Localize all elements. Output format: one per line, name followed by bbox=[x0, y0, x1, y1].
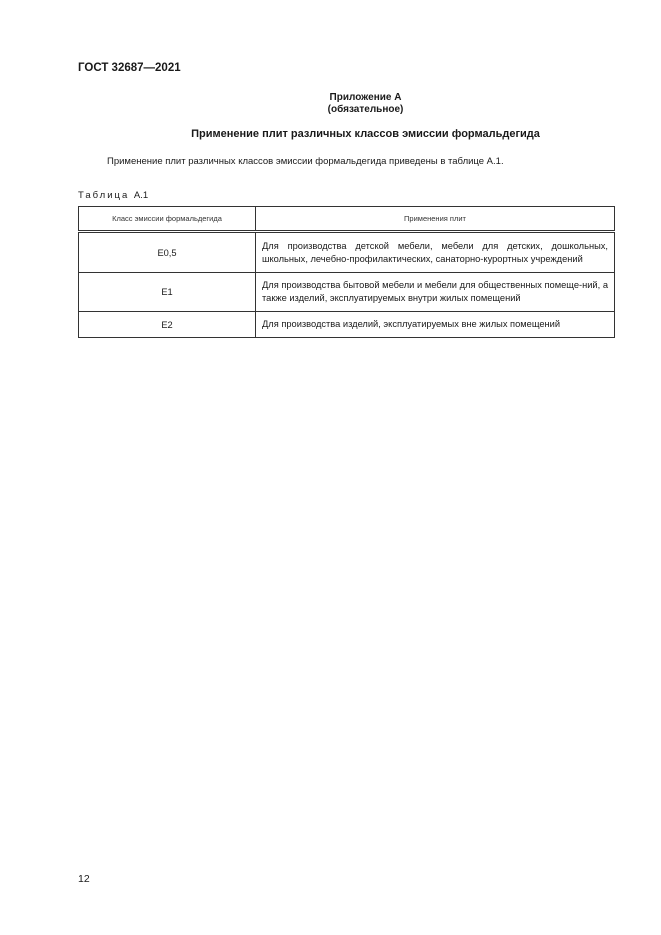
appendix-title: Приложение А bbox=[329, 92, 402, 103]
column-header-application: Применения плит bbox=[256, 207, 615, 232]
section-title: Применение плит различных классов эмиссии формальдегида bbox=[191, 128, 540, 140]
table-caption-number: А.1 bbox=[133, 190, 149, 201]
emission-class-table bbox=[78, 206, 615, 338]
table-row bbox=[79, 232, 615, 273]
application-cell: Для производства детской мебели, мебели для детских, дошкольных, школьных, лечебно-профилактических, санаторно-курортных учреждений bbox=[256, 232, 615, 273]
table-header-row bbox=[79, 207, 615, 232]
emission-class-cell: Е2 bbox=[79, 312, 256, 338]
column-header-class: Класс эмиссии формальдегида bbox=[79, 207, 256, 232]
table-caption-label: Таблица bbox=[78, 190, 130, 201]
table-row bbox=[79, 273, 615, 312]
emission-class-cell: Е0,5 bbox=[79, 232, 256, 273]
document-header: ГОСТ 32687—2021 bbox=[78, 62, 181, 74]
emission-class-cell: Е1 bbox=[79, 273, 256, 312]
application-cell: Для производства изделий, эксплуатируемых вне жилых помещений bbox=[256, 312, 615, 338]
page-number: 12 bbox=[78, 873, 90, 885]
table-row bbox=[79, 312, 615, 338]
intro-paragraph: Применение плит различных классов эмиссии формальдегида приведены в таблице А.1. bbox=[107, 156, 504, 167]
appendix-status: (обязательное) bbox=[327, 104, 404, 115]
appendix-heading bbox=[35, 92, 661, 116]
table-caption bbox=[78, 190, 148, 201]
application-cell: Для производства бытовой мебели и мебели для общественных помеще-ний, а также изделий, эксплуатируемых внутри жилых помещений bbox=[256, 273, 615, 312]
